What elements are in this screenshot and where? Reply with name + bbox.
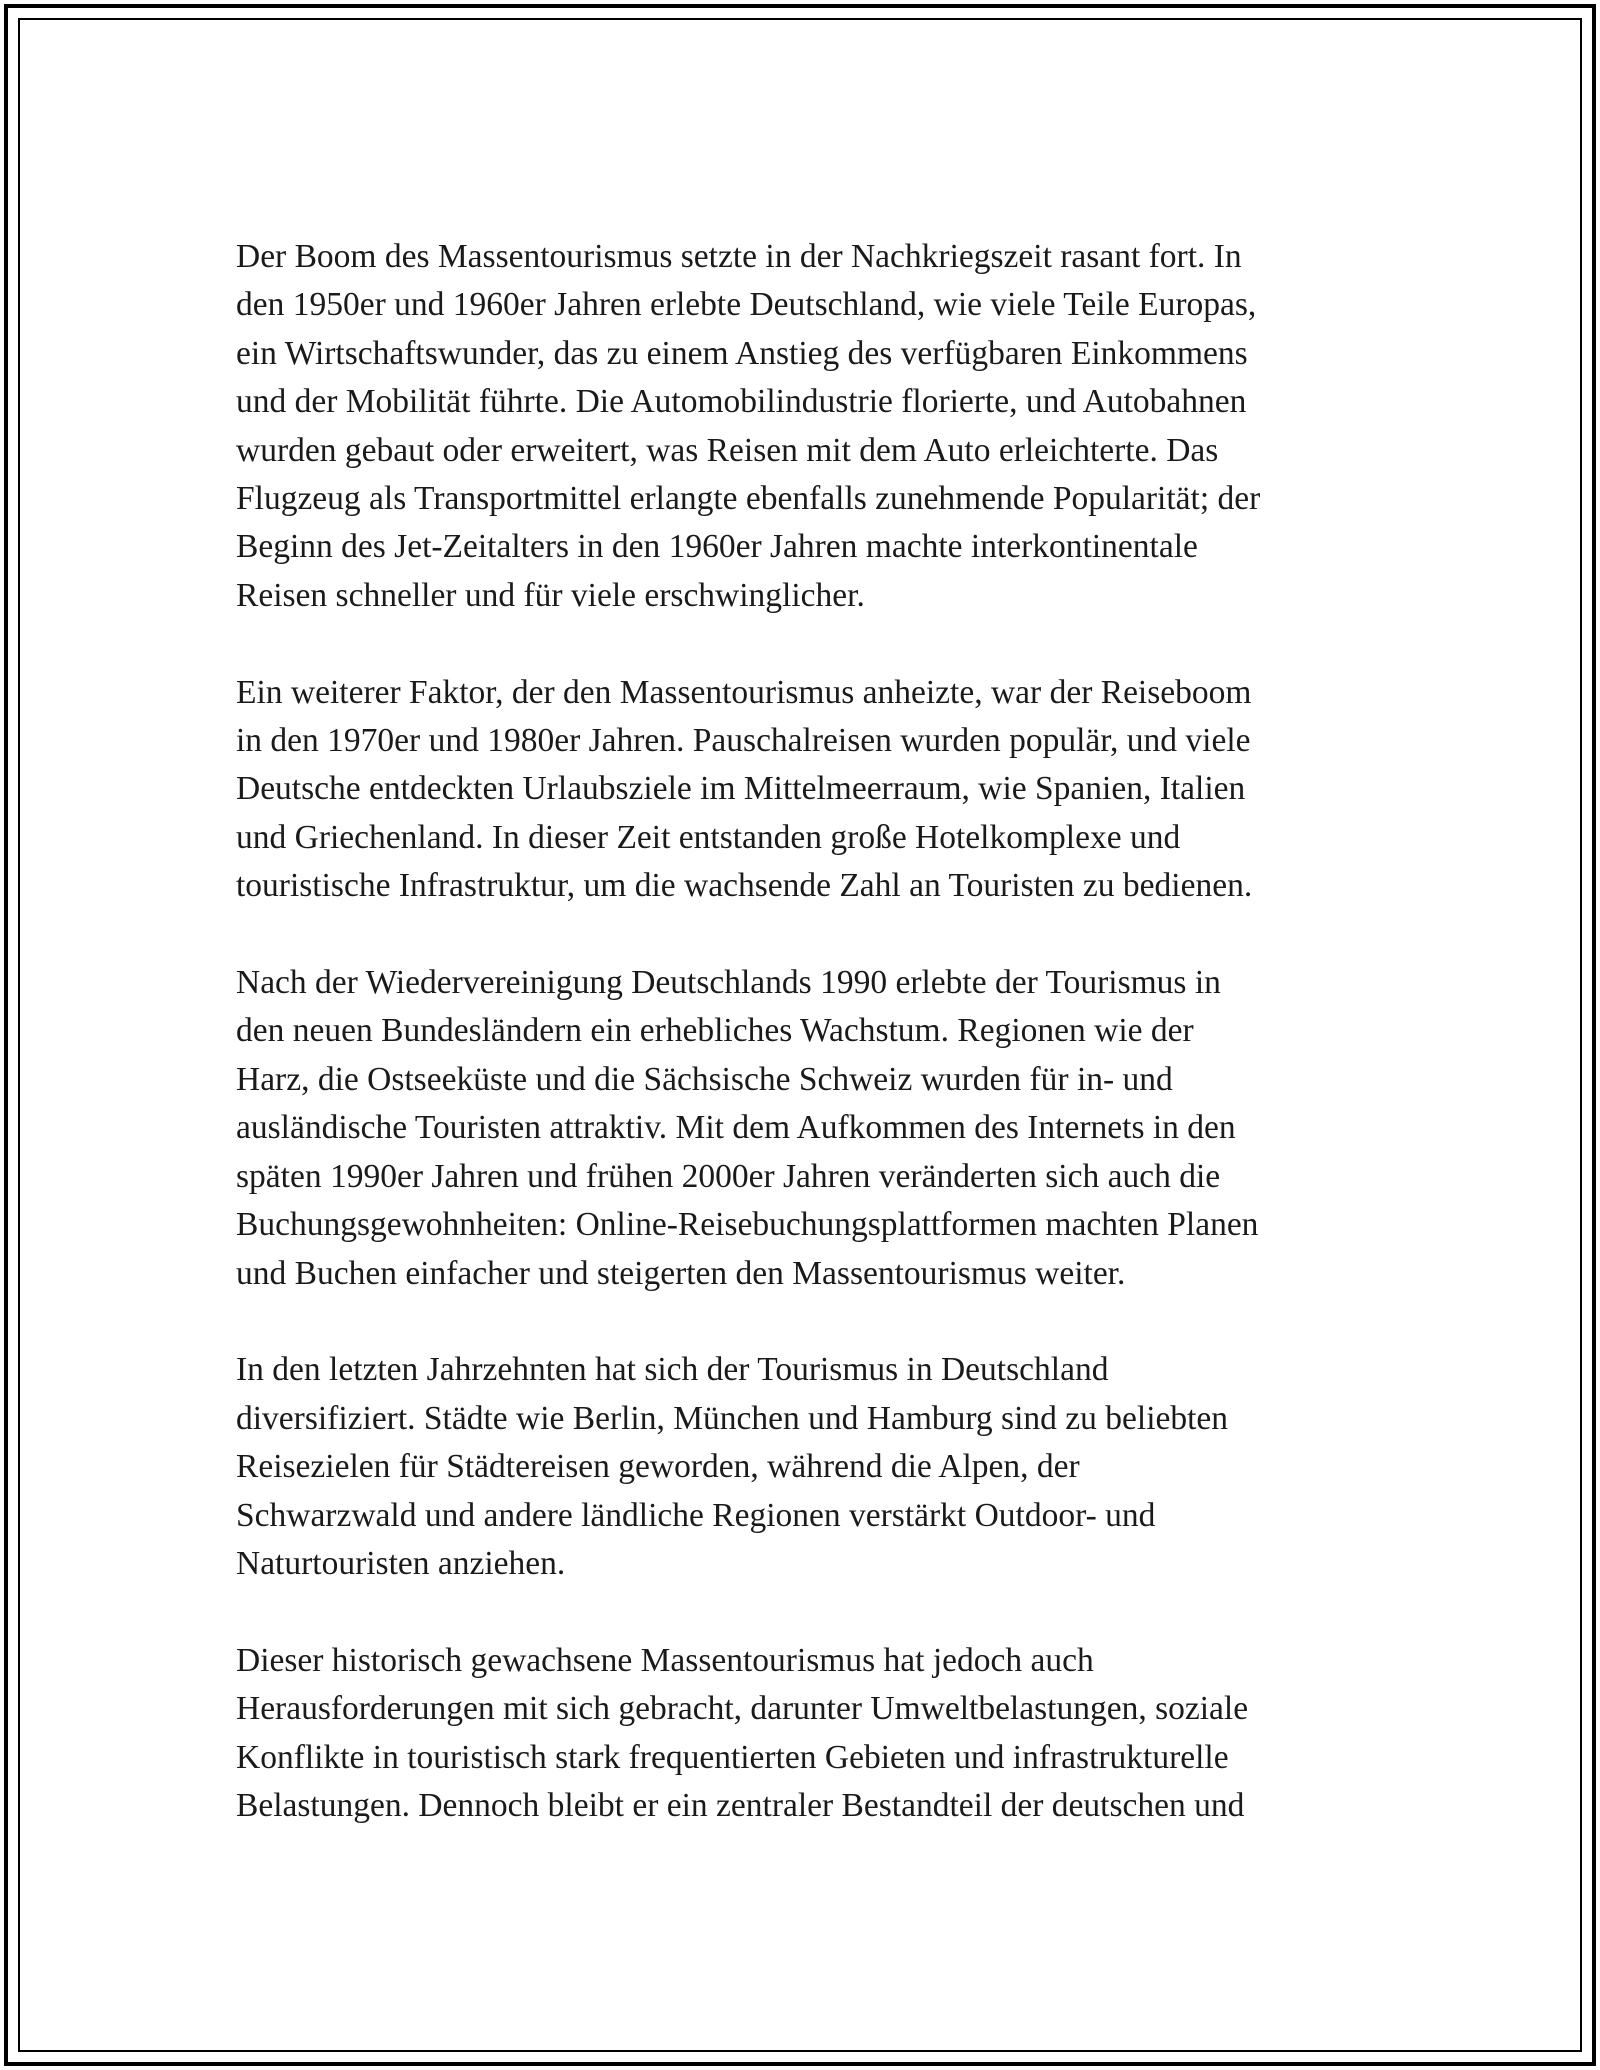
paragraph-reunification: Nach der Wiedervereinigung Deutschlands 1990 erlebte der Tourismus in den neuen Bundesländern ein erhebliches Wachstum. Regionen wie der Harz, die Ostseeküste und die Sächsische Schweiz wurden für in- und ausländische Touristen attraktiv. Mit dem Aufkommen des Internets in den späten 1990er Jahren und frühen 2000er Jahren veränderten sich auch die Buchungsgewohnheiten: Online-Reisebuchungsplattformen machten Planen und Buchen einfacher und steigerten den Massentourismus weiter. [236, 964, 1259, 1292]
paragraph-challenges: Dieser historisch gewachsene Massentourismus hat jedoch auch Herausforderungen mit sich gebracht, darunter Umweltbelastungen, soziale Konflikte in touristisch stark frequentierten Gebieten und infrastrukturelle Belastungen. Dennoch bleibt er ein zentraler Bestandteil der deutschen und [236, 1641, 1249, 1824]
paragraph-diversification: In den letzten Jahrzehnten hat sich der Tourismus in Deutschland diversifiziert. Städte wie Berlin, München und Hamburg sind zu beliebten Reisezielen für Städtereisen geworden, während die Alpen, der Schwarzwald und andere ländliche Regionen verstärkt Outdoor- und Naturtouristen anziehen. [236, 1351, 1229, 1582]
document-body [236, 233, 1406, 1879]
paragraph-travel-boom: Ein weiterer Faktor, der den Massentourismus anheizte, war der Reiseboom in den 1970er und 1980er Jahren. Pauschalreisen wurden populär, und viele Deutsche entdeckten Urlaubsziele im Mittelmeerraum, wie Spanien, Italien und Griechenland. In dieser Zeit entstanden große Hotelkomplexe und touristische Infrastruktur, um die wachsende Zahl an Touristen zu bedienen. [236, 673, 1253, 905]
paragraph-postwar-boom: Der Boom des Massentourismus setzte in der Nachkriegszeit rasant fort. In den 1950er und 1960er Jahren erlebte Deutschland, wie viele Teile Europas, ein Wirtschaftswunder, das zu einem Anstieg des verfügbaren Einkommens und der Mobilität führte. Die Automobilindustrie florierte, und Autobahnen wurden gebaut oder erweitert, was Reisen mit dem Auto erleichterte. Das Flugzeug als Transportmittel erlangte ebenfalls zunehmende Popularität; der Beginn des Jet-Zeitalters in den 1960er Jahren machte interkontinentale Reisen schneller und für viele erschwinglicher. [236, 238, 1261, 614]
